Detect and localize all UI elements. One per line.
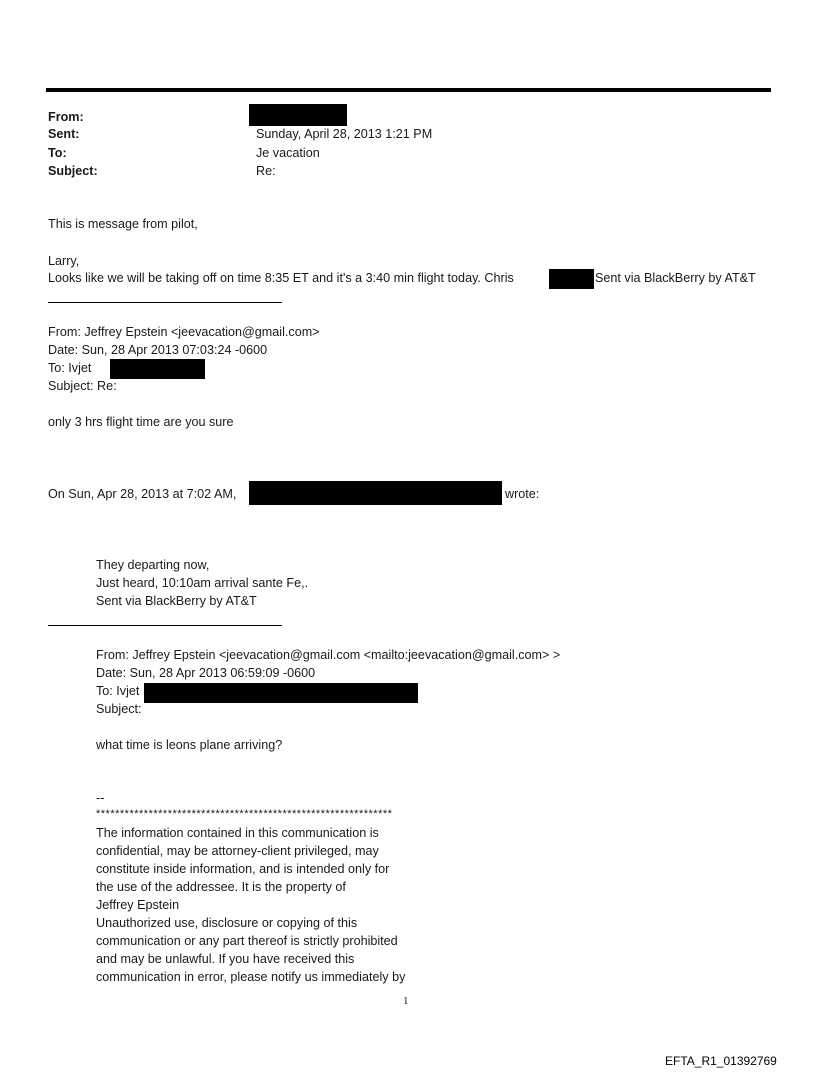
to-value: Je vacation xyxy=(256,146,320,160)
redacted-sender xyxy=(249,481,502,505)
disclaimer-line: Jeffrey Epstein xyxy=(96,898,180,912)
pilot-signature-line: Sent via BlackBerry by AT&T xyxy=(595,271,756,285)
quote-separator xyxy=(48,302,282,303)
disclaimer-line: communication in error, please notify us immediately by xyxy=(96,970,406,984)
page-number: 1 xyxy=(403,995,409,1007)
disclaimer-line: confidential, may be attorney-client privileged, may xyxy=(96,844,379,858)
disclaimer-line: constitute inside information, and is intended only for xyxy=(96,862,390,876)
quote1-from: From: Jeffrey Epstein <jeevacation@gmail.com> xyxy=(48,325,320,339)
from-label: From: xyxy=(48,110,84,124)
quote1-date: Date: Sun, 28 Apr 2013 07:03:24 -0600 xyxy=(48,343,268,357)
subject-value: Re: xyxy=(256,164,276,178)
quote3-to: To: Ivjet xyxy=(96,684,140,698)
signature-stars: ************************************************************** xyxy=(96,808,393,820)
pilot-message-line: Looks like we will be taking off on time 8:35 ET and it's a 3:40 min flight today. Chris xyxy=(48,271,514,285)
sent-label: Sent: xyxy=(48,127,80,141)
quote1-body: only 3 hrs flight time are you sure xyxy=(48,415,234,429)
disclaimer-line: Unauthorized use, disclosure or copying of this xyxy=(96,916,358,930)
quote2-line2: Just heard, 10:10am arrival sante Fe,. xyxy=(96,576,309,590)
wrote-prefix: On Sun, Apr 28, 2013 at 7:02 AM, xyxy=(48,487,237,501)
quote-separator-2 xyxy=(48,625,282,626)
quote3-from: From: Jeffrey Epstein <jeevacation@gmail.com <mailto:jeevacation@gmail.com> > xyxy=(96,648,561,662)
subject-label: Subject: xyxy=(48,164,98,178)
redacted-quote3-to xyxy=(144,683,418,703)
disclaimer-line: and may be unlawful. If you have received this xyxy=(96,952,355,966)
quote2-line1: They departing now, xyxy=(96,558,210,572)
signature-dashes: -- xyxy=(96,791,105,805)
redacted-surname xyxy=(549,269,594,289)
to-label: To: xyxy=(48,146,67,160)
redacted-from-value xyxy=(249,104,347,126)
disclaimer-line: the use of the addressee. It is the property of xyxy=(96,880,346,894)
intro-line: This is message from pilot, xyxy=(48,217,198,231)
redacted-quote1-to xyxy=(110,359,205,379)
document-id: EFTA_R1_01392769 xyxy=(665,1054,777,1068)
disclaimer-line: communication or any part thereof is strictly prohibited xyxy=(96,934,398,948)
quote1-subject: Subject: Re: xyxy=(48,379,117,393)
quote2-line3: Sent via BlackBerry by AT&T xyxy=(96,594,257,608)
quote3-date: Date: Sun, 28 Apr 2013 06:59:09 -0600 xyxy=(96,666,316,680)
header-rule xyxy=(46,88,771,92)
wrote-suffix: wrote: xyxy=(505,487,540,501)
quote1-to: To: Ivjet xyxy=(48,361,92,375)
greeting-line: Larry, xyxy=(48,254,80,268)
quote3-body: what time is leons plane arriving? xyxy=(96,738,283,752)
sent-value: Sunday, April 28, 2013 1:21 PM xyxy=(256,127,433,141)
disclaimer-line: The information contained in this communication is xyxy=(96,826,379,840)
quote3-subject: Subject: xyxy=(96,702,142,716)
